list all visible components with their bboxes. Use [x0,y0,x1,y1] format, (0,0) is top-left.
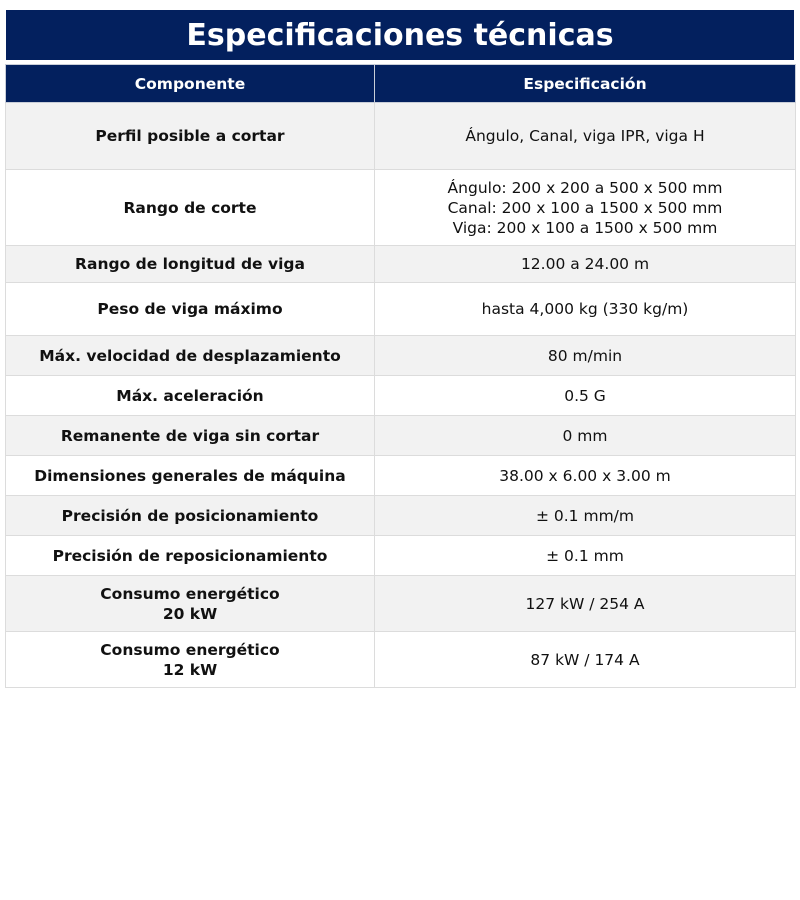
row-value-line: hasta 4,000 kg (330 kg/m) [481,300,689,318]
page-title [6,10,794,60]
table-row [6,376,796,416]
row-label-line: Rango de corte [123,198,257,217]
table-row [6,456,796,496]
row-value-line: Viga: 200 x 100 a 1500 x 500 mm [452,218,718,237]
table-row [6,632,796,688]
row-label [6,336,375,376]
table-row [6,536,796,576]
row-value [375,246,796,283]
row-value [375,576,796,632]
row-label-line: 12 kW [162,660,218,679]
row-label-line: Remanente de viga sin cortar [60,426,320,445]
row-label-line: Precisión de reposicionamiento [52,546,328,565]
row-label-line: Precisión de posicionamiento [61,506,319,525]
row-label [6,536,375,576]
row-value-line: Ángulo, Canal, viga IPR, viga H [465,127,705,145]
row-label-line: Consumo energético [100,640,280,659]
row-label [6,632,375,688]
column-header-specification: Especificación [375,65,796,103]
row-label [6,376,375,416]
row-value-line: 87 kW / 174 A [530,650,640,669]
row-label-line: Rango de longitud de viga [75,255,305,273]
row-value-line: ± 0.1 mm/m [535,506,634,525]
row-value-line: 38.00 x 6.00 x 3.00 m [499,466,671,485]
table-row [6,103,796,170]
row-label-line: 20 kW [162,604,218,623]
column-header-component: Componente [6,65,375,103]
row-label [6,456,375,496]
row-value [375,376,796,416]
table-header-row [6,65,796,103]
row-label-line: Perfil posible a cortar [95,127,285,145]
row-label-line: Peso de viga máximo [97,300,283,318]
table-row [6,336,796,376]
row-value-line: 0.5 G [564,386,606,405]
page-title-text: Especificaciones técnicas [186,17,614,53]
row-value-line: 0 mm [562,426,608,445]
row-value [375,496,796,536]
table-row [6,496,796,536]
row-label [6,496,375,536]
row-value [375,283,796,336]
row-label [6,246,375,283]
row-value [375,416,796,456]
row-value [375,170,796,246]
row-value-line: Ángulo: 200 x 200 a 500 x 500 mm [447,178,723,197]
row-value-line: 12.00 a 24.00 m [520,255,650,273]
row-value [375,336,796,376]
row-value [375,456,796,496]
table-row [6,283,796,336]
row-value-line: ± 0.1 mm [546,546,624,565]
row-label-line: Dimensiones generales de máquina [34,466,346,485]
table-row [6,170,796,246]
row-label-line: Máx. velocidad de desplazamiento [39,346,341,365]
row-label [6,416,375,456]
table-row [6,416,796,456]
specifications-table [5,64,796,688]
row-label [6,283,375,336]
row-label-line: Consumo energético [100,584,280,603]
row-label [6,170,375,246]
row-label-line: Máx. aceleración [116,386,264,405]
row-value [375,536,796,576]
row-value-line: 80 m/min [547,346,623,365]
row-value-line: 127 kW / 254 A [525,594,645,613]
table-row [6,576,796,632]
row-value-line: Canal: 200 x 100 a 1500 x 500 mm [447,198,723,217]
row-label [6,576,375,632]
row-label [6,103,375,170]
table-row [6,246,796,283]
row-value [375,632,796,688]
row-value [375,103,796,170]
